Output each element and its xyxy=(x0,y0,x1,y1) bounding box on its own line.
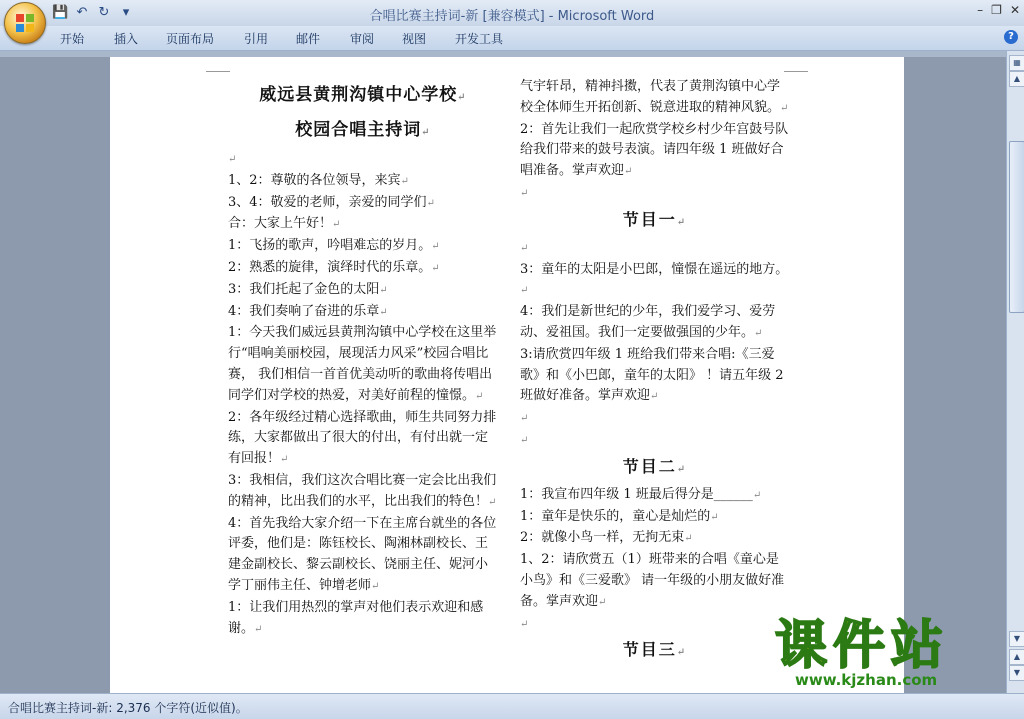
section-heading xyxy=(520,452,790,485)
title-bar xyxy=(0,0,1024,26)
section-heading xyxy=(520,205,790,238)
paragraph-text: 2：首先让我们一起欣赏学校乡村少年宫鼓号队给我们带来的鼓号表演。请四年级 1 班做好合唱准备。掌声欢迎 xyxy=(520,121,789,179)
redo-icon[interactable]: ↻ xyxy=(98,5,110,20)
scroll-thumb[interactable] xyxy=(1009,141,1024,313)
paragraph xyxy=(228,236,498,258)
ribbon-tabs xyxy=(0,26,1024,51)
scroll-down-icon[interactable]: ▼ xyxy=(1009,631,1024,647)
paragraph-text: 气宇轩昂，精神抖擞，代表了黄荆沟镇中心学校全体师生开拓创新、锐意进取的精神风貌。 xyxy=(520,79,781,115)
paragraph-text: 1：飞扬的歌声，吟唱难忘的岁月。 xyxy=(228,238,432,254)
tab-4[interactable]: 邮件 xyxy=(296,32,321,46)
paragraph-text: 2：各年级经过精心选择歌曲，师生共同努力排练，大家都做出了很大的付出，有付出就一定有回报！ xyxy=(228,409,497,467)
paragraph-text: 3：童年的太阳是小巴郎，憧憬在遥远的地方。 xyxy=(520,261,789,277)
paragraph-mark-icon: ↵ xyxy=(488,496,497,508)
document-heading xyxy=(228,114,498,149)
paragraph xyxy=(520,302,790,345)
paragraph-mark-icon: ↵ xyxy=(379,284,388,296)
paragraph-text: 节目二 xyxy=(622,456,677,476)
paragraph xyxy=(520,120,790,183)
paragraph xyxy=(228,323,498,407)
paragraph-mark-icon: ↵ xyxy=(371,580,380,592)
paragraph-text: 2：就像小鸟一样，无拘无束 xyxy=(520,530,685,546)
paragraph-mark-icon: ↵ xyxy=(332,219,341,231)
paragraph xyxy=(228,471,498,514)
paragraph-text: 3：我相信，我们这次合唱比赛一定会比出我们的精神，比出我们的水平，比出我们的特色！ xyxy=(228,472,497,509)
paragraph-text: 合：大家上午好！ xyxy=(228,216,333,232)
office-button[interactable] xyxy=(4,2,46,44)
restore-button[interactable]: ❐ xyxy=(991,3,1002,17)
paragraph xyxy=(520,408,790,430)
paragraph-mark-icon: ↵ xyxy=(520,618,529,630)
paragraph-mark-icon: ↵ xyxy=(624,166,633,178)
paragraph-mark-icon: ↵ xyxy=(475,390,484,402)
paragraph-mark-icon: ↵ xyxy=(710,511,719,523)
paragraph-mark-icon: ↵ xyxy=(400,175,409,187)
paragraph-mark-icon: ↵ xyxy=(650,391,659,403)
paragraph xyxy=(228,193,498,215)
tab-5[interactable]: 审阅 xyxy=(350,32,375,46)
margin-corner-right xyxy=(784,57,808,72)
paragraph-text: 3：我们托起了金色的太阳 xyxy=(228,281,380,297)
window-controls xyxy=(977,3,1020,17)
paragraph-mark-icon: ↵ xyxy=(431,262,440,274)
save-icon[interactable]: 💾 xyxy=(52,5,69,20)
scroll-up-icon[interactable]: ▲ xyxy=(1009,71,1024,87)
vertical-scrollbar[interactable] xyxy=(1006,51,1024,693)
word-count[interactable]: 合唱比赛主持词-新: 2,376 个字符(近似值)。 xyxy=(8,701,248,715)
paragraph-text: 2：熟悉的旋律，演绎时代的乐章。 xyxy=(228,259,432,275)
minimize-button[interactable]: – xyxy=(977,3,984,17)
paragraph xyxy=(520,77,790,120)
paragraph xyxy=(228,514,498,598)
paragraph-mark-icon: ↵ xyxy=(457,92,467,103)
ruler-toggle-icon[interactable]: ▦ xyxy=(1009,55,1024,71)
paragraph-mark-icon: ↵ xyxy=(684,533,693,545)
paragraph-mark-icon: ↵ xyxy=(228,154,237,165)
paragraph-text: 校园合唱主持词 xyxy=(295,120,422,140)
paragraph xyxy=(228,598,498,641)
paragraph-mark-icon: ↵ xyxy=(676,647,688,659)
paragraph-mark-icon: ↵ xyxy=(520,285,529,297)
paragraph xyxy=(228,408,498,471)
paragraph-mark-icon: ↵ xyxy=(752,489,762,501)
paragraph-text: 1：我宣布四年级 1 班最后得分是______ xyxy=(520,486,753,502)
tab-7[interactable]: 开发工具 xyxy=(455,32,504,46)
watermark-url: www.kjzhan.com xyxy=(795,671,938,689)
paragraph xyxy=(520,430,790,452)
paragraph-mark-icon: ↵ xyxy=(280,454,289,466)
paragraph xyxy=(520,345,790,408)
paragraph-mark-icon: ↵ xyxy=(426,197,435,209)
paragraph-text: 1、2：尊敬的各位领导，来宾 xyxy=(228,172,401,188)
tab-3[interactable]: 引用 xyxy=(244,32,269,46)
paragraph xyxy=(228,280,498,302)
next-page-icon[interactable]: ▼ xyxy=(1009,665,1024,681)
paragraph-text: 1：童年是快乐的，童心是灿烂的 xyxy=(520,508,711,524)
paragraph-mark-icon: ↵ xyxy=(520,434,529,446)
paragraph-mark-icon: ↵ xyxy=(431,241,440,253)
section-heading xyxy=(520,635,790,668)
paragraph-mark-icon: ↵ xyxy=(421,127,431,138)
paragraph xyxy=(520,614,790,636)
paragraph-text: 4：我们奏响了奋进的乐章 xyxy=(228,303,380,319)
right-column xyxy=(520,77,790,668)
paragraph-mark-icon: ↵ xyxy=(754,327,763,339)
watermark xyxy=(775,617,1005,689)
paragraph-mark-icon: ↵ xyxy=(780,102,789,114)
document-heading xyxy=(228,79,498,114)
paragraph-text: 1：让我们用热烈的掌声对他们表示欢迎和感谢。 xyxy=(228,599,484,636)
paragraph-text: 3:请欣赏四年级 1 班给我们带来合唱:《三爱歌》和《小巴郎，童年的太阳》 ！请五年级 2 班做好准备。掌声欢迎 xyxy=(520,346,784,404)
paragraph-text: 威远县黄荆沟镇中心学校 xyxy=(259,85,458,105)
undo-icon[interactable]: ↶ xyxy=(76,5,88,20)
paragraph xyxy=(520,550,790,613)
paragraph-text: 4：我们是新世纪的少年，我们爱学习、爱劳动、爱祖国。我们一定要做强国的少年。 xyxy=(520,304,776,340)
paragraph-mark-icon: ↵ xyxy=(676,216,688,228)
prev-page-icon[interactable]: ▲ xyxy=(1009,649,1024,665)
paragraph-text: 3、4：敬爱的老师，亲爱的同学们 xyxy=(228,194,427,210)
margin-corner-left xyxy=(206,57,230,72)
customize-icon[interactable]: ▾ xyxy=(122,5,130,20)
left-column xyxy=(228,79,498,640)
paragraph xyxy=(228,149,498,171)
paragraph xyxy=(228,214,498,236)
paragraph-text: 节目三 xyxy=(622,640,677,660)
watermark-logo: 课件站 xyxy=(775,616,950,676)
paragraph xyxy=(520,238,790,260)
help-icon[interactable]: ? xyxy=(1004,30,1018,44)
paragraph xyxy=(228,171,498,193)
paragraph-mark-icon: ↵ xyxy=(520,187,529,199)
office-logo-icon xyxy=(15,13,35,33)
status-bar xyxy=(0,693,1024,719)
paragraph xyxy=(520,485,790,507)
paragraph-mark-icon: ↵ xyxy=(676,463,688,475)
paragraph-text: 节目一 xyxy=(622,209,677,229)
paragraph-mark-icon: ↵ xyxy=(520,242,529,254)
paragraph xyxy=(520,507,790,529)
paragraph-mark-icon: ↵ xyxy=(520,413,529,425)
paragraph xyxy=(520,260,790,303)
tab-2[interactable]: 页面布局 xyxy=(166,32,215,46)
document-page[interactable] xyxy=(110,57,904,693)
paragraph-mark-icon: ↵ xyxy=(254,623,263,635)
paragraph-text: 1：今天我们威远县黄荆沟镇中心学校在这里举行“唱响美丽校园，展现活力风采”校园合唱比赛， 我们相信一首首优美动听的歌曲将传唱出同学们对学校的热爱，对美好前程的憧憬。 xyxy=(228,325,497,403)
paragraph xyxy=(228,258,498,280)
tab-0[interactable]: 开始 xyxy=(60,32,85,46)
window-title: 合唱比赛主持词-新 [兼容模式] - Microsoft Word xyxy=(369,9,655,24)
paragraph-text: 1、2：请欣赏五（1）班带来的合唱《童心是小鸟》和《三爱歌》 请一年级的小朋友做好准备。掌声欢迎 xyxy=(520,552,785,609)
paragraph xyxy=(228,302,498,324)
tab-1[interactable]: 插入 xyxy=(114,32,139,46)
paragraph-mark-icon: ↵ xyxy=(598,596,607,608)
close-button[interactable]: ✕ xyxy=(1009,3,1020,17)
paragraph-text: 4：首先我给大家介绍一下在主席台就坐的各位评委，他们是：陈钰校长、陶湘林副校长、王建金副校长、黎云副校长、饶丽主任、妮河小学丁丽伟主任、钟增老师 xyxy=(228,515,497,593)
tab-6[interactable]: 视图 xyxy=(402,32,427,46)
paragraph xyxy=(520,183,790,205)
paragraph-mark-icon: ↵ xyxy=(379,306,388,318)
paragraph xyxy=(520,528,790,550)
